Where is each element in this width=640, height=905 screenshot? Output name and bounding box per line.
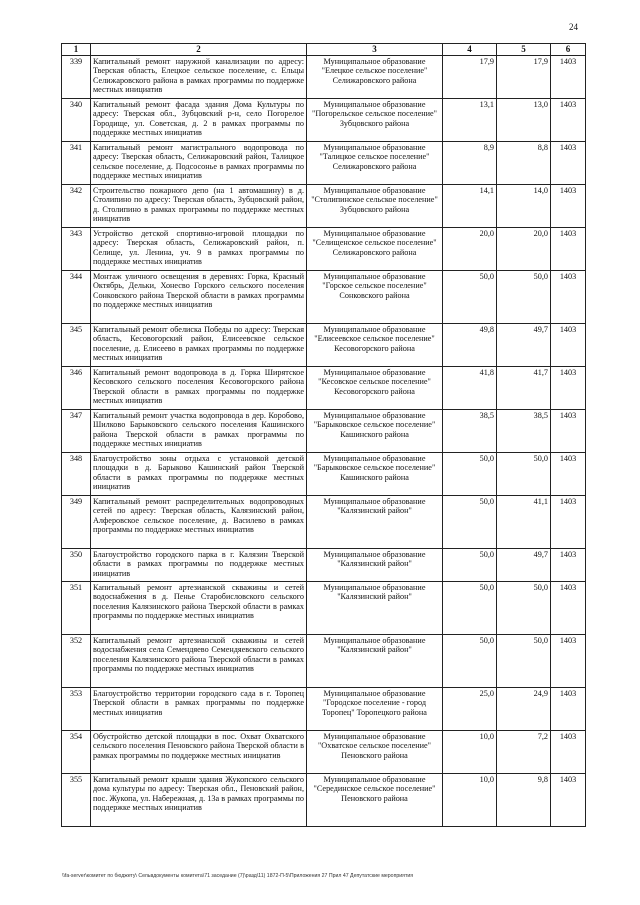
budget-code: 1403: [551, 323, 586, 366]
table-row: [62, 730, 586, 773]
project-name: Монтаж уличного освещения в деревнях: Горка, Красный Октябрь, Дельки, Хонесво Горского сельского поселения Сонковского района Тверской области в рамках программы по поддержке местных инициатив: [91, 270, 307, 323]
amount-col4: 25,0: [443, 687, 497, 730]
project-name: Капитальный ремонт артезианской скважины и сетей водоснабжения в д. Пенье Старобисловского сельского поселения Калязинского района Тверской области в рамках программы по поддержке местных инициатив: [91, 581, 307, 634]
project-name: Капитальный ремонт участка водопровода в дер. Коробово, Шилково Барыковского сельского поселения Кашинского района Тверской области в рамках программы по поддержке местных инициатив: [91, 409, 307, 452]
project-name: Благоустройство городского парка в г. Калязин Тверской области в рамках программы по поддержке местных инициатив: [91, 548, 307, 581]
municipality: Муниципальное образование "Талицкое сельское поселение" Селижаровского района: [307, 141, 443, 184]
file-path-footer: \\fa-server\комитет по бюджету\ Сельвдокументы комитета\71 заседание (7)\разд\11) 1872-П-5\Приложения 27 Прил 47 Депутатские мероприятия: [62, 873, 414, 879]
table-row: [62, 184, 586, 227]
column-header: 3: [307, 44, 443, 56]
amount-col5: 50,0: [497, 581, 551, 634]
amount-col5: 24,9: [497, 687, 551, 730]
municipality: Муниципальное образование "Барыковское сельское поселение" Кашинского района: [307, 452, 443, 495]
project-name: Капитальный ремонт обелиска Победы по адресу: Тверская область, Кесовогорский район, Елисеевское сельское поселение, д. Елисеево в рамках программы по поддержке местных инициатив: [91, 323, 307, 366]
table-row: [62, 687, 586, 730]
amount-col5: 14,0: [497, 184, 551, 227]
municipality: Муниципальное образование "Охватское сельское поселение" Пеновского района: [307, 730, 443, 773]
amount-col5: 49,7: [497, 323, 551, 366]
table-row: [62, 270, 586, 323]
municipality: Муниципальное образование "Столипинское сельское поселение" Зубцовского района: [307, 184, 443, 227]
row-number: 345: [62, 323, 91, 366]
project-name: Капитальный ремонт фасада здания Дома Культуры по адресу: Тверская обл., Зубцовский р-н, село Погорелое Городище, ул. Советская, д. 2 в рамках программы по поддержке местных инициатив: [91, 98, 307, 141]
table-row: [62, 495, 586, 548]
row-number: 347: [62, 409, 91, 452]
row-number: 350: [62, 548, 91, 581]
budget-code: 1403: [551, 452, 586, 495]
table-row: [62, 141, 586, 184]
municipality: Муниципальное образование "Погорельское сельское поселение" Зубцовского района: [307, 98, 443, 141]
project-name: Строительство пожарного депо (на 1 автомашину) в д. Столипино по адресу: Тверская область, Зубцовский район, д. Столипино в рамках программы по поддержке местных инициатив: [91, 184, 307, 227]
row-number: 351: [62, 581, 91, 634]
budget-code: 1403: [551, 495, 586, 548]
amount-col4: 20,0: [443, 227, 497, 270]
row-number: 346: [62, 366, 91, 409]
row-number: 344: [62, 270, 91, 323]
project-name: Устройство детской спортивно-игровой площадки по адресу: Тверская область, Селижаровский район, п. Селище, ул. Ленина, уч. 9 в рамках программы по поддержке местных инициатив: [91, 227, 307, 270]
municipality: Муниципальное образование "Кесовское сельское поселение" Кесовогорского района: [307, 366, 443, 409]
amount-col5: 50,0: [497, 270, 551, 323]
amount-col5: 7,2: [497, 730, 551, 773]
row-number: 342: [62, 184, 91, 227]
amount-col4: 50,0: [443, 270, 497, 323]
project-name: Капитальный ремонт водопровода в д. Горка Ширятское Кесовского сельского поселения Кесовогорского района Тверской области в рамках программы по поддержке местных инициатив: [91, 366, 307, 409]
budget-code: 1403: [551, 227, 586, 270]
budget-code: 1403: [551, 548, 586, 581]
amount-col4: 50,0: [443, 452, 497, 495]
municipality: Муниципальное образование "Калязинский район": [307, 495, 443, 548]
municipality: Муниципальное образование "Калязинский район": [307, 634, 443, 687]
table-row: [62, 452, 586, 495]
amount-col5: 41,1: [497, 495, 551, 548]
project-name: Благоустройство территории городского сада в г. Торопец Тверской области в рамках программы по поддержке местных инициатив: [91, 687, 307, 730]
column-header: 2: [91, 44, 307, 56]
project-name: Капитальный ремонт магистрального водопровода по адресу: Тверская область, Селижаровский район, Талицкое сельское поселение, д. Подсосонье в рамках программы по поддержке местных инициатив: [91, 141, 307, 184]
amount-col4: 17,9: [443, 55, 497, 98]
project-name: Капитальный ремонт артезианской скважины и сетей водоснабжения села Семендяево Семендяевского сельского поселения Калязинского района Тверской области в рамках программы по поддержке местных инициатив: [91, 634, 307, 687]
budget-code: 1403: [551, 366, 586, 409]
row-number: 352: [62, 634, 91, 687]
budget-code: 1403: [551, 730, 586, 773]
row-number: 349: [62, 495, 91, 548]
budget-code: 1403: [551, 687, 586, 730]
amount-col4: 10,0: [443, 773, 497, 826]
amount-col5: 20,0: [497, 227, 551, 270]
municipality: Муниципальное образование "Селищенское сельское поселение" Селижаровского района: [307, 227, 443, 270]
row-number: 348: [62, 452, 91, 495]
budget-code: 1403: [551, 773, 586, 826]
project-name: Капитальный ремонт распределительных водопроводных сетей по адресу: Тверская область, Калязинский район, Алферовское сельское поселение, д. Василево в рамках программы по поддержке местных инициатив: [91, 495, 307, 548]
budget-code: 1403: [551, 270, 586, 323]
amount-col4: 50,0: [443, 548, 497, 581]
amount-col4: 8,9: [443, 141, 497, 184]
municipality: Муниципальное образование "Барыковское сельское поселение" Кашинского района: [307, 409, 443, 452]
municipality: Муниципальное образование "Калязинский район": [307, 548, 443, 581]
amount-col5: 38,5: [497, 409, 551, 452]
amount-col5: 9,8: [497, 773, 551, 826]
row-number: 355: [62, 773, 91, 826]
row-number: 354: [62, 730, 91, 773]
budget-table: [61, 43, 586, 827]
amount-col4: 38,5: [443, 409, 497, 452]
amount-col4: 49,8: [443, 323, 497, 366]
table-row: [62, 548, 586, 581]
column-header: 5: [497, 44, 551, 56]
column-header: 4: [443, 44, 497, 56]
table-row: [62, 634, 586, 687]
row-number: 341: [62, 141, 91, 184]
table-row: [62, 55, 586, 98]
municipality: Муниципальное образование "Городское поселение - город Торопец" Торопецкого района: [307, 687, 443, 730]
amount-col4: 50,0: [443, 581, 497, 634]
table-row: [62, 409, 586, 452]
amount-col5: 17,9: [497, 55, 551, 98]
column-header: 1: [62, 44, 91, 56]
amount-col4: 41,8: [443, 366, 497, 409]
table-row: [62, 98, 586, 141]
municipality: Муниципальное образование "Елисеевское сельское поселение" Кесовогорского района: [307, 323, 443, 366]
amount-col5: 50,0: [497, 634, 551, 687]
amount-col5: 50,0: [497, 452, 551, 495]
amount-col4: 14,1: [443, 184, 497, 227]
table-row: [62, 366, 586, 409]
project-name: Капитальный ремонт крыши здания Жукопского сельского дома культуры по адресу: Тверская обл., Пеновский район, пос. Жукопа, ул. Набережная, д. 13а в рамках программы по поддержке местных инициатив: [91, 773, 307, 826]
amount-col4: 13,1: [443, 98, 497, 141]
table-header-row: [62, 44, 586, 56]
budget-code: 1403: [551, 141, 586, 184]
page-number: 24: [569, 22, 578, 32]
project-name: Благоустройство зоны отдыха с установкой детской площадки в д. Барыково Кашинский район Тверской области в рамках программы по поддержке местных инициатив: [91, 452, 307, 495]
budget-code: 1403: [551, 409, 586, 452]
budget-code: 1403: [551, 55, 586, 98]
budget-code: 1403: [551, 581, 586, 634]
row-number: 340: [62, 98, 91, 141]
row-number: 353: [62, 687, 91, 730]
budget-code: 1403: [551, 634, 586, 687]
budget-code: 1403: [551, 98, 586, 141]
amount-col5: 49,7: [497, 548, 551, 581]
municipality: Муниципальное образование "Калязинский район": [307, 581, 443, 634]
amount-col5: 13,0: [497, 98, 551, 141]
amount-col5: 8,8: [497, 141, 551, 184]
project-name: Капитальный ремонт наружной канализации по адресу: Тверская область, Елецкое сельское поселение, с. Ельцы Селижаровского района в рамках программы по поддержке местных инициатив: [91, 55, 307, 98]
table-row: [62, 581, 586, 634]
municipality: Муниципальное образование "Елецкое сельское поселение" Селижаровского района: [307, 55, 443, 98]
table-row: [62, 227, 586, 270]
table-row: [62, 323, 586, 366]
project-name: Обустройство детской площадки в пос. Охват Охватского сельского поселения Пеновского района Тверской области в рамках программы по поддержке местных инициатив: [91, 730, 307, 773]
row-number: 343: [62, 227, 91, 270]
table-row: [62, 773, 586, 826]
amount-col4: 50,0: [443, 634, 497, 687]
row-number: 339: [62, 55, 91, 98]
amount-col4: 10,0: [443, 730, 497, 773]
budget-code: 1403: [551, 184, 586, 227]
municipality: Муниципальное образование "Горское сельское поселение" Сонковского района: [307, 270, 443, 323]
amount-col5: 41,7: [497, 366, 551, 409]
municipality: Муниципальное образование "Серединское сельское поселение" Пеновского района: [307, 773, 443, 826]
amount-col4: 50,0: [443, 495, 497, 548]
column-header: 6: [551, 44, 586, 56]
